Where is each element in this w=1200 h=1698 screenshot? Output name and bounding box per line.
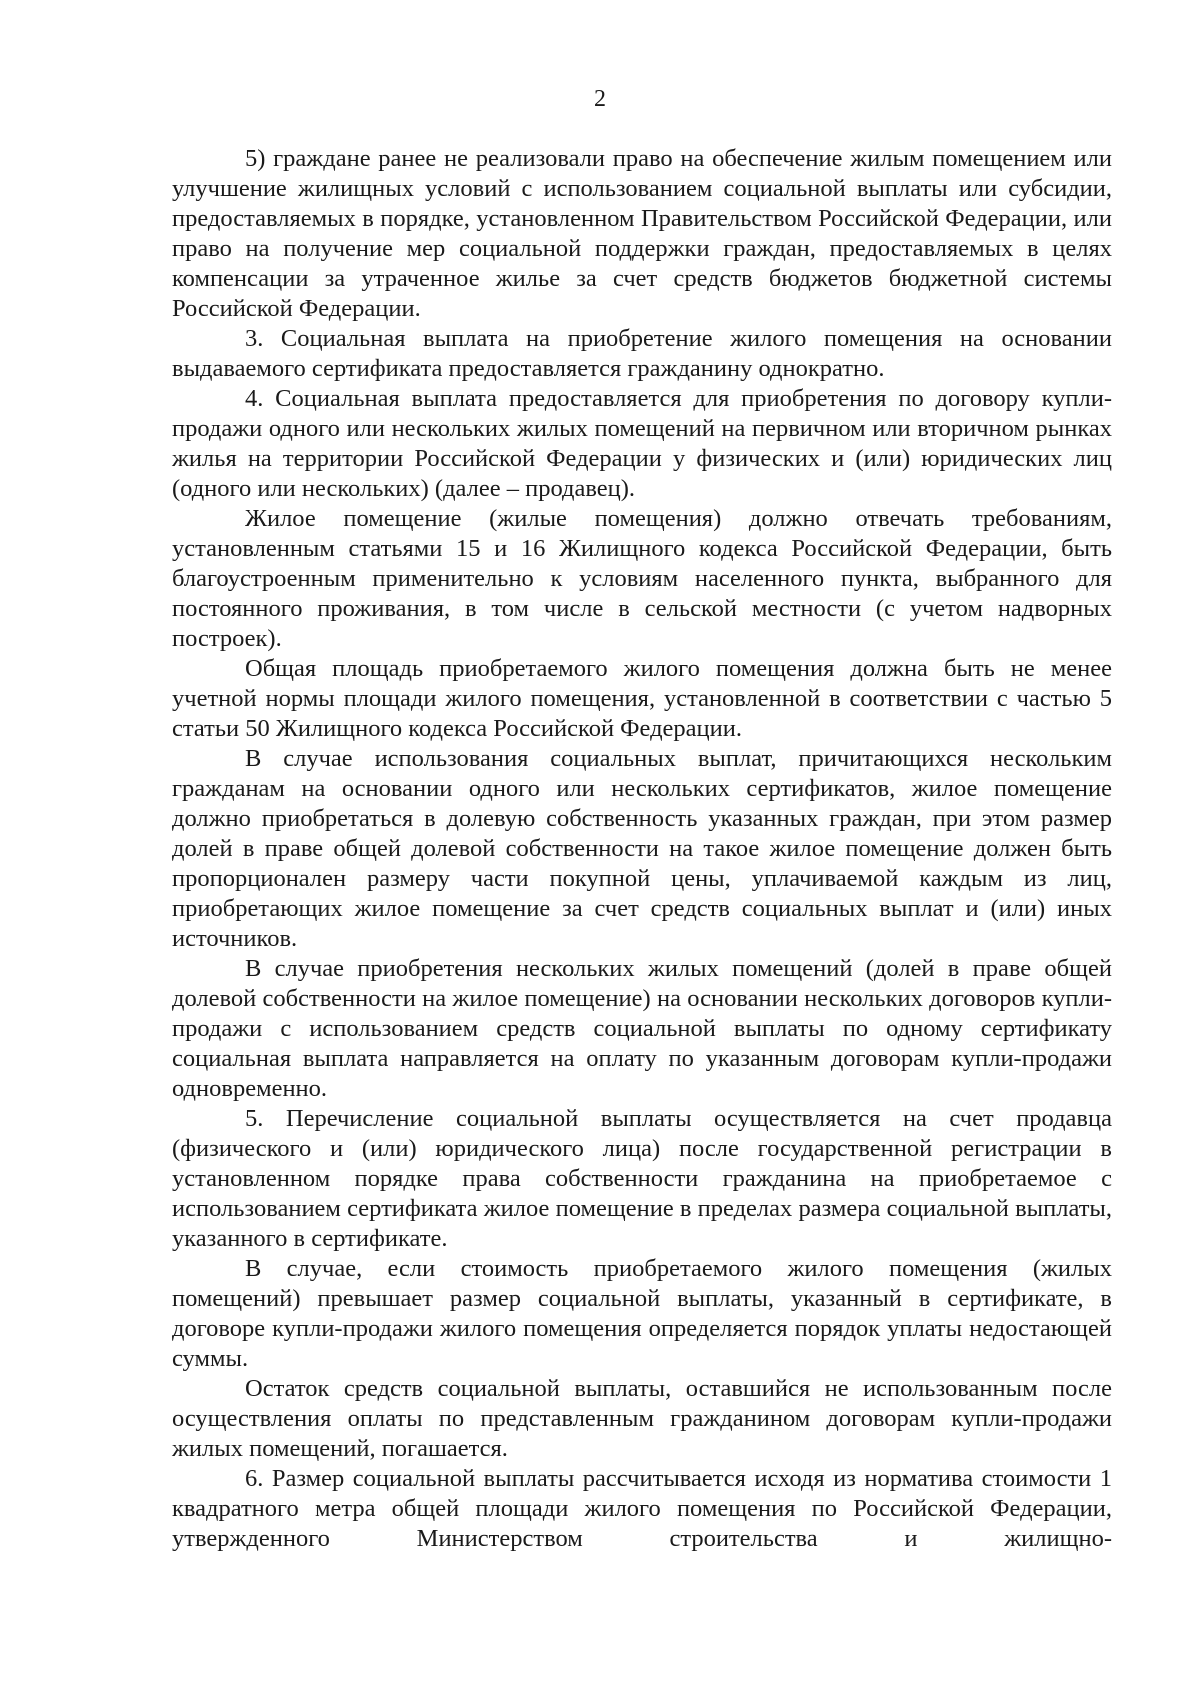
paragraph-subitem-5: 5) граждане ранее не реализовали право на обеспечение жилым помещением или улучшение жилищных условий с использованием социальной выплаты или субсидии, предоставляемых в порядке, установленном Правительством Российской Федерации, или право на получение мер социальной поддержки граждан, предоставляемых в целях компенсации за утраченное жилье за счет средств бюджетов бюджетной системы Российской Федерации.	[172, 145, 1112, 322]
paragraph-housing-requirements: Жилое помещение (жилые помещения) должно отвечать требованиям, установленным статьями 15 и 16 Жилищного кодекса Российской Федерации, быть благоустроенным применительно к условиям населенного пункта, выбранного для постоянного проживания, в том числе в сельской местности (с учетом надворных построек).	[172, 505, 1112, 652]
paragraph-item-5: 5. Перечисление социальной выплаты осуществляется на счет продавца (физического и (или) юридического лица) после государственной регистрации в установленном порядке права собственности гражданина на приобретаемое с использованием сертификата жилое помещение в пределах размера социальной выплаты, указанного в сертификате.	[172, 1105, 1112, 1252]
paragraph-price-excess: В случае, если стоимость приобретаемого жилого помещения (жилых помещений) превышает размер социальной выплаты, указанный в сертификате, в договоре купли-продажи жилого помещения определяется порядок уплаты недостающей суммы.	[172, 1255, 1112, 1372]
document-body	[172, 144, 1112, 1554]
paragraph-item-3: 3. Социальная выплата на приобретение жилого помещения на основании выдаваемого сертификата предоставляется гражданину однократно.	[172, 325, 1112, 382]
paragraph-multiple-premises: В случае приобретения нескольких жилых помещений (долей в праве общей долевой собственности на жилое помещение) на основании нескольких договоров купли-продажи с использованием средств социальной выплаты по одному сертификату социальная выплата направляется на оплату по указанным договорам купли-продажи одновременно.	[172, 955, 1112, 1102]
paragraph-total-area: Общая площадь приобретаемого жилого помещения должна быть не менее учетной нормы площади жилого помещения, установленной в соответствии с частью 5 статьи 50 Жилищного кодекса Российской Федерации.	[172, 655, 1112, 742]
page-number: 2	[594, 86, 606, 112]
paragraph-remaining-funds: Остаток средств социальной выплаты, оставшийся не использованным после осуществления оплаты по представленным гражданином договорам купли-продажи жилых помещений, погашается.	[172, 1375, 1112, 1462]
paragraph-item-4: 4. Социальная выплата предоставляется для приобретения по договору купли-продажи одного или нескольких жилых помещений на первичном или вторичном рынках жилья на территории Российской Федерации у физических и (или) юридических лиц (одного или нескольких) (далее – продавец).	[172, 385, 1112, 502]
paragraph-item-6: 6. Размер социальной выплаты рассчитывается исходя из норматива стоимости 1 квадратного метра общей площади жилого помещения по Российской Федерации, утвержденного Министерством строительства и жилищно-	[172, 1465, 1112, 1552]
paragraph-shared-ownership: В случае использования социальных выплат, причитающихся нескольким гражданам на основании одного или нескольких сертификатов, жилое помещение должно приобретаться в долевую собственность указанных граждан, при этом размер долей в праве общей долевой собственности на такое жилое помещение должен быть пропорционален размеру части покупной цены, уплачиваемой каждым из лиц, приобретающих жилое помещение за счет средств социальных выплат и (или) иных источников.	[172, 745, 1112, 952]
